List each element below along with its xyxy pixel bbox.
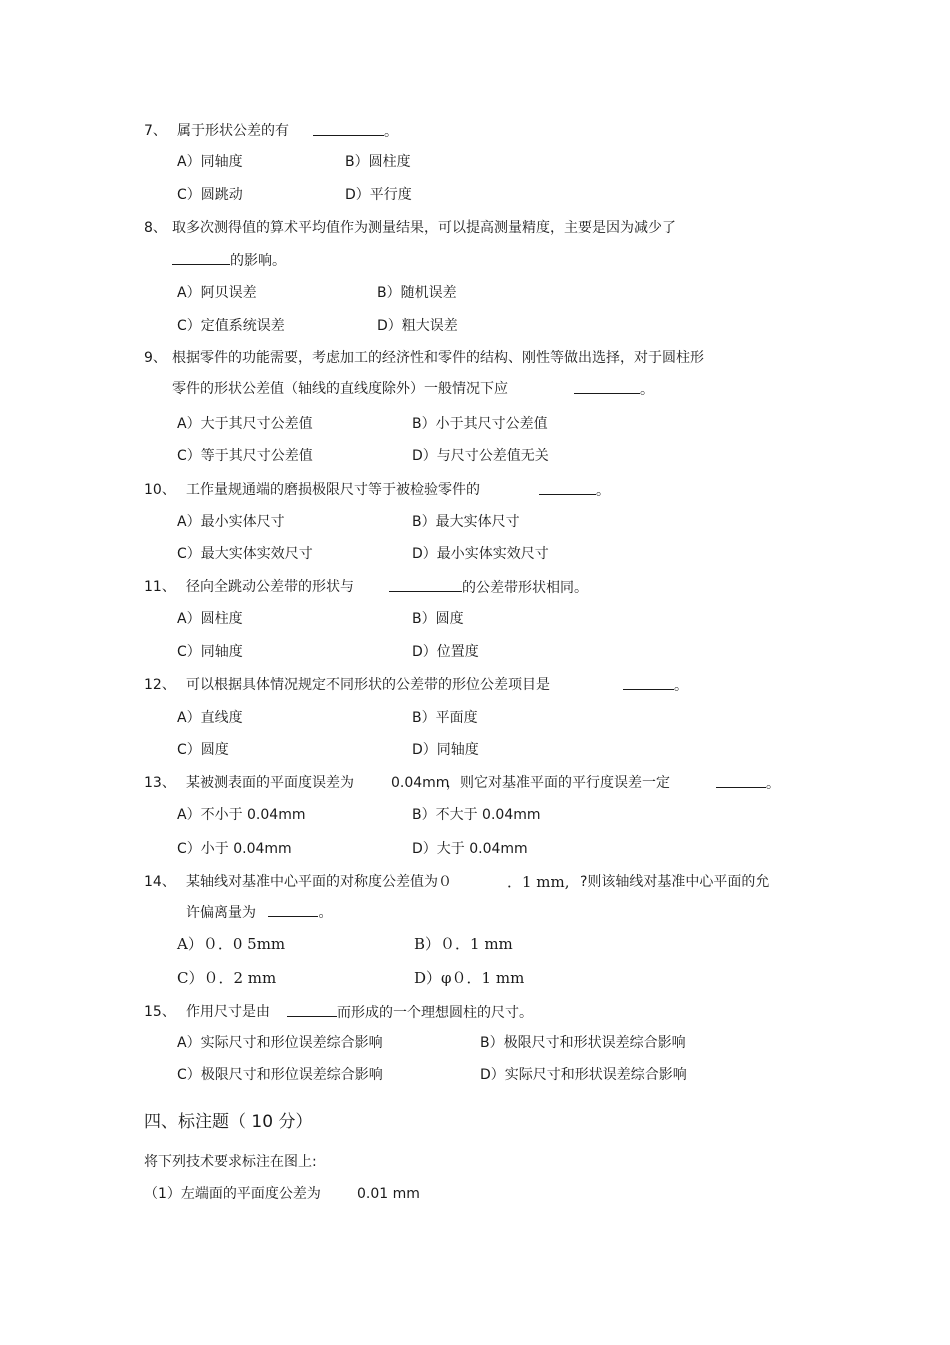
option-d: D）φ０．1 mm	[414, 969, 525, 987]
option-b: B）最大实体尺寸	[412, 514, 520, 530]
option-a: A）最小实体尺寸	[177, 514, 285, 530]
option-b: B）小于其尺寸公差值	[412, 416, 548, 432]
option-c: C）圆跳动	[177, 187, 243, 203]
question-12-number: 12、	[144, 677, 176, 693]
question-8-number: 8、	[144, 220, 167, 236]
question-11-text: 径向全跳动公差带的形状与	[186, 579, 354, 595]
question-10-text: 工作量规通端的磨损极限尺寸等于被检验零件的	[186, 482, 480, 498]
question-11-blank: 的公差带形状相同。	[389, 578, 588, 597]
section-4-item-1-value: 0.01 mm	[357, 1186, 420, 1202]
question-9-text: 根据零件的功能需要，考虑加工的经济性和零件的结构、刚性等做出选择，对于圆柱形	[172, 350, 704, 366]
question-12-text: 可以根据具体情况规定不同形状的公差带的形位公差项目是	[186, 677, 550, 693]
option-d: D）大于 0.04mm	[412, 841, 528, 857]
question-9-blank: 。	[574, 380, 654, 399]
section-4-title: 四、标注题（ 10 分）	[144, 1112, 313, 1132]
section-4-intro: 将下列技术要求标注在图上:	[144, 1154, 317, 1170]
option-c: C）等于其尺寸公差值	[177, 448, 313, 464]
option-a: A）０．0 5mm	[177, 935, 286, 953]
option-a: A）圆柱度	[177, 611, 243, 627]
question-14-text2: ?则该轴线对基准中心平面的允	[580, 874, 770, 890]
option-b: B）圆柱度	[345, 154, 411, 170]
question-13-text2: ，则它对基准平面的平行度误差一定	[446, 775, 670, 791]
question-14-number: 14、	[144, 874, 176, 890]
question-13-blank: 。	[716, 774, 780, 793]
question-7-number: 7、	[144, 123, 167, 139]
section-4-item-1-label: （1）左端面的平面度公差为	[144, 1186, 321, 1202]
question-10-blank: 。	[539, 481, 610, 500]
option-d: D）同轴度	[412, 742, 479, 758]
question-15-text: 作用尺寸是由	[186, 1004, 270, 1020]
option-b: B）圆度	[412, 611, 464, 627]
question-14-value: ．1 mm,	[507, 873, 570, 891]
option-b: B）平面度	[412, 710, 478, 726]
option-c: C）极限尺寸和形位误差综合影响	[177, 1067, 383, 1083]
option-c: C）最大实体实效尺寸	[177, 546, 313, 562]
question-14-line2: 许偏离量为 。	[186, 905, 333, 921]
option-c: C）圆度	[177, 742, 229, 758]
option-c: C）定值系统误差	[177, 318, 285, 334]
question-9-number: 9、	[144, 350, 167, 366]
question-10-number: 10、	[144, 482, 176, 498]
question-8-text: 取多次测得值的算术平均值作为测量结果，可以提高测量精度，主要是因为减少了	[172, 220, 676, 236]
option-d: D）最小实体实效尺寸	[412, 546, 549, 562]
option-d: D）位置度	[412, 644, 479, 660]
question-7-text: 属于形状公差的有	[177, 123, 289, 139]
question-8-line2: 的影响。	[172, 251, 286, 270]
option-a: A）不小于 0.04mm	[177, 807, 306, 823]
question-13-text: 某被测表面的平面度误差为	[186, 775, 354, 791]
option-b: B）随机误差	[377, 285, 457, 301]
question-12-blank: 。	[623, 676, 688, 695]
option-a: A）阿贝误差	[177, 285, 257, 301]
question-14-text: 某轴线对基准中心平面的对称度公差值为０	[186, 874, 452, 890]
question-13-number: 13、	[144, 775, 176, 791]
question-7-blank: 。	[313, 122, 398, 141]
question-9-line2: 零件的形状公差值（轴线的直线度除外）一般情况下应	[172, 381, 508, 397]
option-c: C）小于 0.04mm	[177, 841, 292, 857]
option-a: A）同轴度	[177, 154, 243, 170]
option-d: D）平行度	[345, 187, 412, 203]
option-c: C）同轴度	[177, 644, 243, 660]
option-d: D）实际尺寸和形状误差综合影响	[480, 1067, 687, 1083]
option-a: A）实际尺寸和形位误差综合影响	[177, 1035, 383, 1051]
option-a: A）直线度	[177, 710, 243, 726]
question-11-number: 11、	[144, 579, 176, 595]
option-c: C）０．2 mm	[177, 969, 277, 987]
option-d: D）与尺寸公差值无关	[412, 448, 549, 464]
question-15-number: 15、	[144, 1004, 176, 1020]
option-d: D）粗大误差	[377, 318, 458, 334]
option-b: B）不大于 0.04mm	[412, 807, 541, 823]
question-15-blank: 而形成的一个理想圆柱的尺寸。	[287, 1003, 533, 1022]
question-13-value: 0.04mm	[391, 775, 450, 791]
option-a: A）大于其尺寸公差值	[177, 416, 313, 432]
option-b: B）０．1 mm	[414, 935, 513, 953]
option-b: B）极限尺寸和形状误差综合影响	[480, 1035, 686, 1051]
